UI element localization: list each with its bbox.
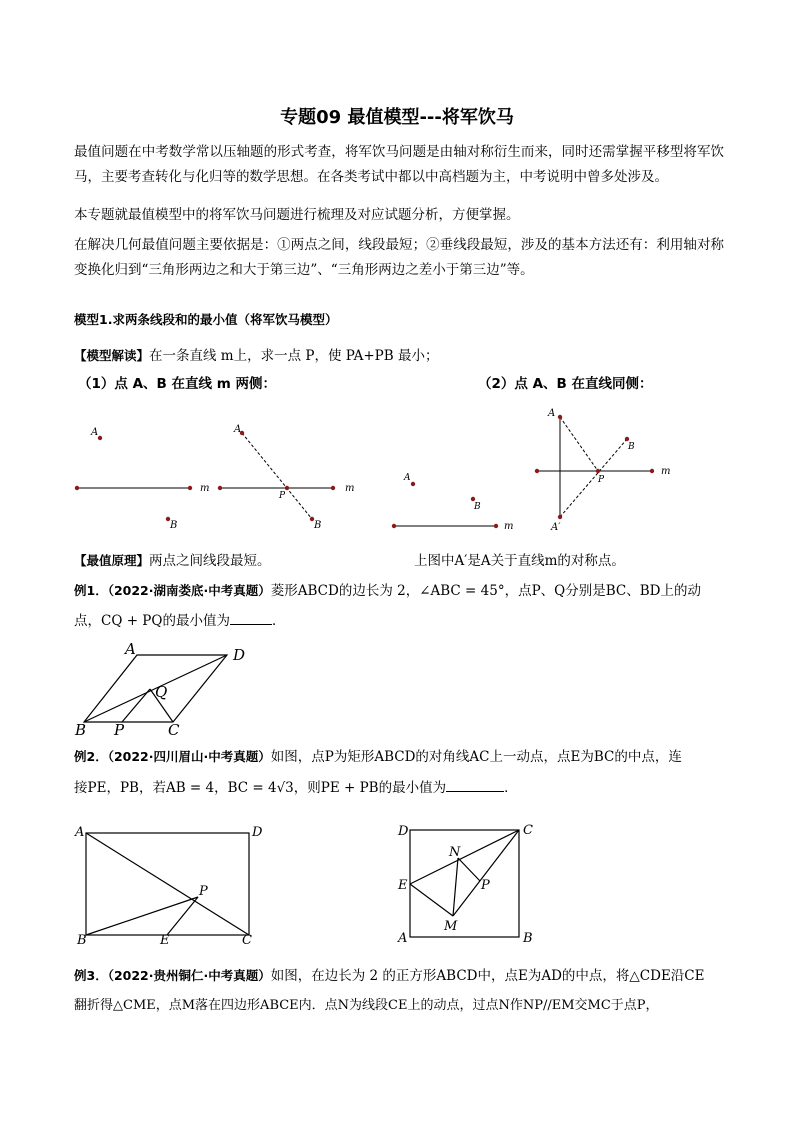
- example2-line1: [74, 745, 682, 765]
- label-m: m: [345, 483, 355, 494]
- label-b: B: [523, 931, 533, 946]
- figure-same-side-reflection: [535, 408, 671, 533]
- segment-ap: [560, 417, 598, 471]
- segment-nm: [453, 858, 458, 916]
- label-q: Q: [155, 683, 168, 701]
- segment-pq: [122, 689, 150, 722]
- intro-paragraph-2: 本专题就最值模型中的将军饮马问题进行梳理及对应试题分析，方便掌握。: [74, 207, 520, 223]
- label-p: P: [481, 878, 490, 893]
- label-m: m: [200, 483, 210, 494]
- label-c: C: [523, 823, 533, 838]
- answer-blank-1[interactable]: [230, 612, 272, 625]
- example1-text-1: 菱形ABCD的边长为 2，∠ABC = 45°，点P、Q分别是BC、BD上的动: [270, 583, 701, 599]
- model-interpret-text: 在一条直线 m上，求一点 P，使 PA+PB 最小；: [149, 348, 439, 364]
- example3-prefix: 例3．（2022·贵州铜仁·中考真题）: [74, 968, 271, 983]
- example1-rhombus-figure: [72, 638, 272, 736]
- label-d: D: [252, 825, 263, 840]
- label-m: m: [504, 521, 514, 532]
- point: [218, 486, 222, 490]
- principle-line: [74, 549, 271, 569]
- point: [392, 524, 396, 528]
- case2-label: （2）点 A、B 在直线同侧：: [478, 376, 653, 392]
- label-e: E: [398, 878, 408, 893]
- example2-text-1: 如图，点P为矩形ABCD的对角线AC上一动点，点E为BC的中点，连: [270, 749, 682, 765]
- figure-opposite-sides-points: [75, 427, 210, 531]
- model-figures: [60, 400, 700, 540]
- point-p: [596, 469, 600, 473]
- intro-paragraph-1: 最值问题在中考数学常以压轴题的形式考查，将军饮马问题是由轴对称衍生而来，同时还需掌握平移型将军饮马，主要考查转化与化归等的数学思想。在各类考试中都以中高档题为主，中考说明中曾多处涉及。: [74, 144, 724, 185]
- model-interpret-label: 【模型解读】: [74, 348, 150, 363]
- figure-opposite-sides-connected: [218, 424, 355, 531]
- example3-square-figure: [392, 818, 552, 950]
- point-p: [285, 486, 289, 490]
- label-m: M: [444, 919, 458, 934]
- segment-ec: [410, 830, 519, 884]
- point-a-prime: [558, 515, 562, 519]
- example1-text-2: 点，CQ + PQ的最小值为: [74, 613, 230, 629]
- label-d: D: [398, 824, 409, 839]
- label-a: A: [75, 825, 85, 840]
- example3-line1: [74, 964, 705, 984]
- label-b: B: [628, 442, 635, 452]
- point-a: [411, 482, 415, 486]
- point-a: [558, 415, 562, 419]
- label-p: P: [598, 475, 605, 485]
- segment-np: [458, 858, 480, 881]
- label-e: E: [160, 933, 170, 948]
- example2-rectangle-figure: [72, 818, 272, 950]
- segment-ab: [242, 433, 312, 519]
- label-d: D: [233, 646, 246, 664]
- label-c: C: [242, 933, 252, 948]
- point: [494, 524, 498, 528]
- point-b: [625, 437, 629, 441]
- label-b: B: [314, 520, 322, 531]
- principle-text: 两点之间线段最短。: [149, 553, 271, 569]
- label-a: A: [398, 931, 408, 946]
- label-b: B: [474, 502, 481, 512]
- segment-mc: [453, 830, 519, 916]
- segment-aprime-b: [560, 439, 627, 517]
- label-c: C: [168, 721, 180, 736]
- label-b: B: [77, 933, 87, 948]
- example2-line2: [74, 776, 518, 796]
- example2-prefix: 例2．（2022·四川眉山·中考真题）: [74, 749, 271, 764]
- square-abcd: [410, 830, 519, 937]
- principle-note: 上图中A′是A关于直线m的对称点。: [414, 553, 625, 569]
- example1-line1: [74, 579, 701, 599]
- intro-paragraph-3: 在解决几何最值问题主要依据是：①两点之间，线段最短；②垂线段最短，涉及的基本方法还有：利用轴对称变换化归到“三角形两边之和大于第三边”、“三角形两边之差小于第三边”等。: [74, 237, 724, 278]
- label-a: A: [234, 424, 242, 435]
- point: [535, 469, 539, 473]
- point-b: [471, 497, 475, 501]
- label-a-prime: A′: [551, 522, 561, 533]
- label-n: N: [449, 845, 461, 860]
- label-m: m: [661, 466, 671, 477]
- label-p: P: [114, 721, 125, 736]
- model1-heading: 模型1.求两条线段和的最小值（将军饮马模型）: [74, 312, 338, 327]
- example2-end: ．: [504, 780, 518, 796]
- example1-prefix: 例1．（2022·湖南娄底·中考真题）: [74, 583, 271, 598]
- label-p: P: [279, 491, 286, 501]
- segment-pb: [86, 897, 198, 935]
- example3-text-1: 如图，在边长为 2 的正方形ABCD中，点E为AD的中点，将△CDE沿CE: [270, 968, 705, 984]
- label-b: B: [75, 721, 87, 736]
- label-a: A: [125, 640, 136, 658]
- figure-same-side-points: [392, 473, 514, 532]
- label-a: A: [404, 473, 411, 483]
- label-b: B: [170, 520, 178, 531]
- point: [75, 486, 79, 490]
- point: [188, 486, 192, 490]
- example1-line2: [74, 609, 285, 629]
- point-a: [98, 436, 102, 440]
- label-p: P: [199, 884, 208, 899]
- page-title: 专题09 最值模型---将军饮马: [280, 107, 514, 128]
- diagonal-ac: [86, 833, 249, 935]
- principle-label: 【最值原理】: [74, 553, 150, 568]
- label-a: A: [91, 427, 99, 438]
- model-interpret: [74, 344, 438, 364]
- segment-em: [410, 884, 453, 916]
- label-a: A: [548, 408, 556, 419]
- example2-text-2: 接PE，PB，若AB = 4，BC = 4√3，则PE + PB的最小值为: [74, 780, 447, 796]
- example3-line2: 翻折得△CME，点M落在四边形ABCE内．点N为线段CE上的动点，过点N作NP//EM交MC于点P，: [74, 998, 659, 1013]
- answer-blank-2[interactable]: [446, 779, 504, 792]
- point: [650, 469, 654, 473]
- example1-end: ．: [271, 613, 286, 629]
- point: [331, 486, 335, 490]
- case1-label: （1）点 A、B 在直线 m 两侧：: [78, 376, 276, 392]
